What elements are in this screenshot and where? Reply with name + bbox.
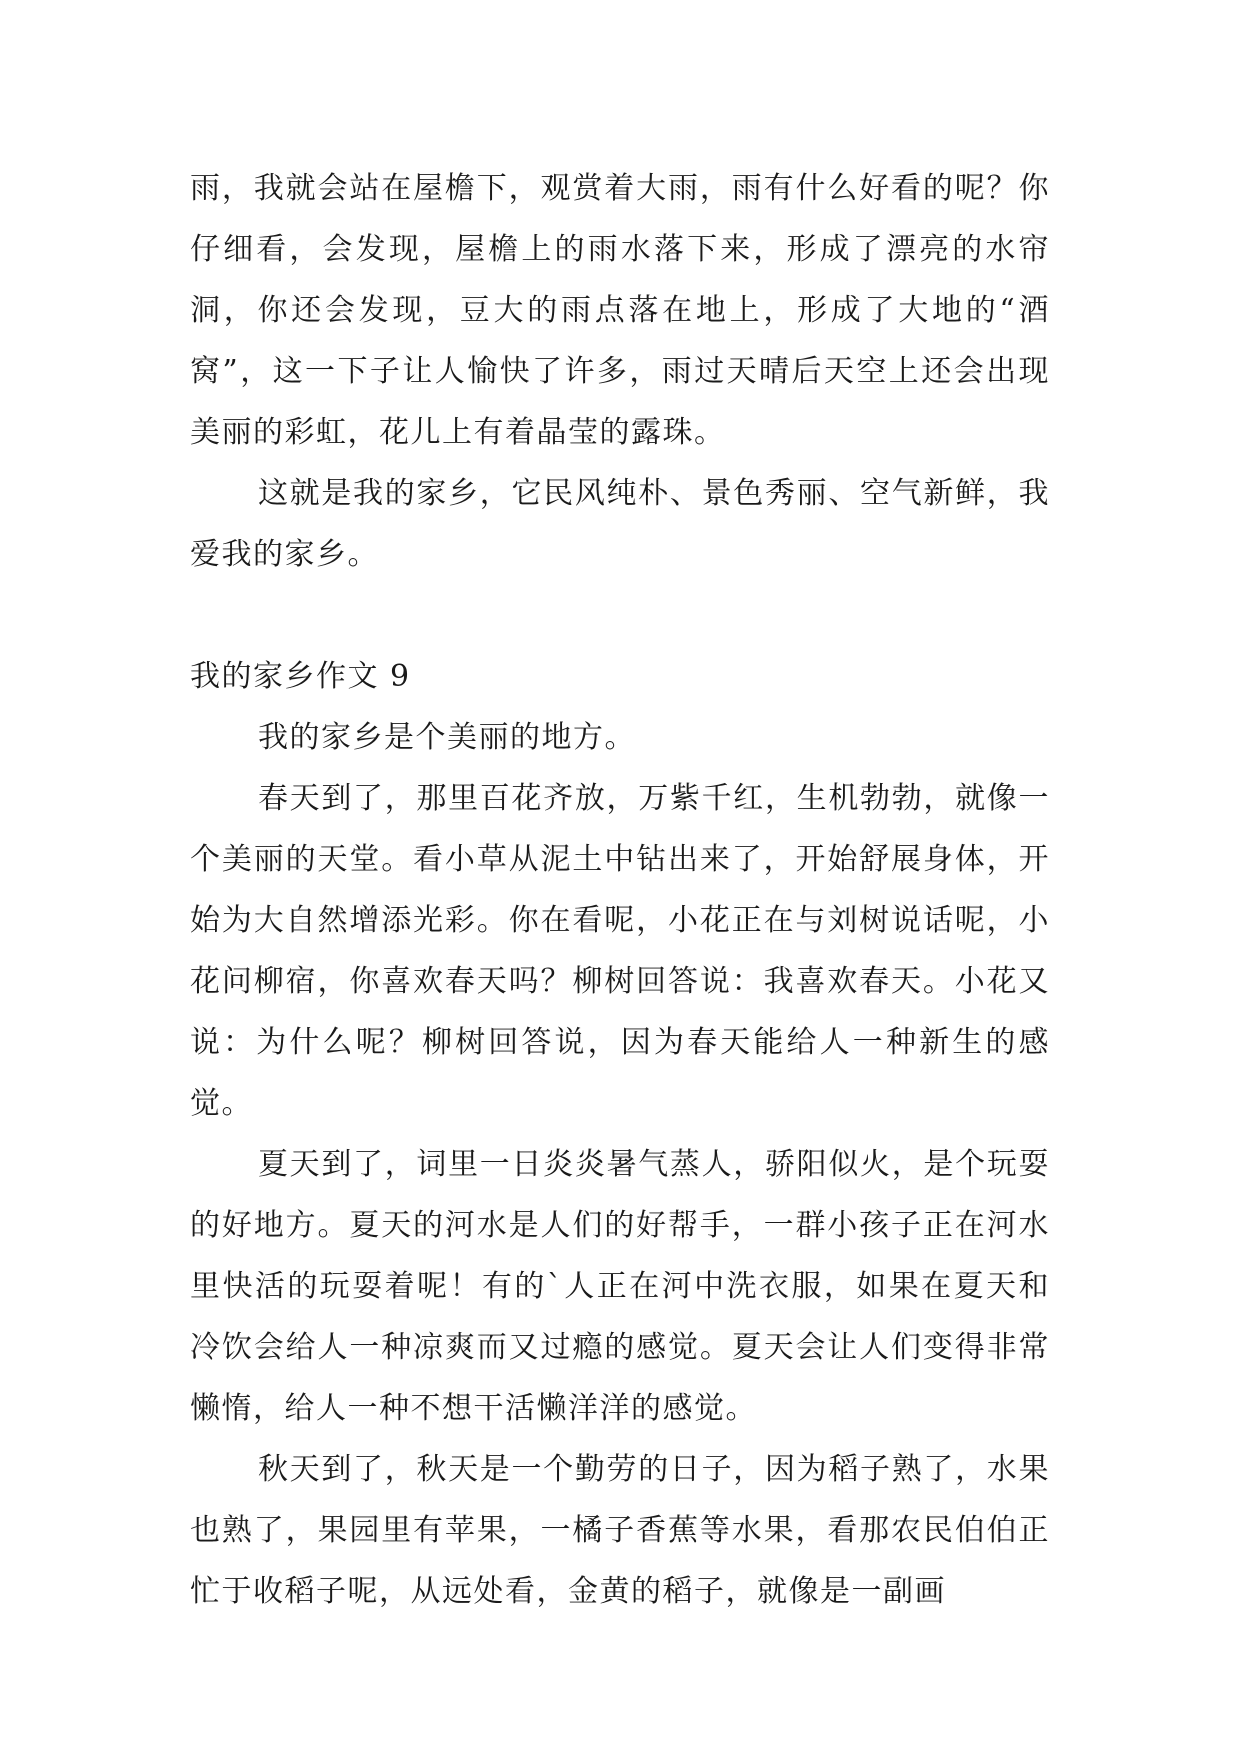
essay-title: 我的家乡作文 9 [190, 659, 411, 694]
essay-paragraph-autumn: 秋天到了，秋天是一个勤劳的日子，因为稻子熟了，水果也熟了，果园里有苹果，一橘子香蕉等水果，看那农民伯伯正忙于收稻子呢，从远处看，金黄的稻子，就像是一副画 [190, 1452, 1050, 1609]
conclusion-paragraph: 这就是我的家乡，它民风纯朴、景色秀丽、空气新鲜，我爱我的家乡。 [190, 476, 1050, 572]
essay-paragraph-spring: 春天到了，那里百花齐放，万紫千红，生机勃勃，就像一个美丽的天堂。看小草从泥土中钻出来了，开始舒展身体，开始为大自然增添光彩。你在看呢，小花正在与刘树说话呢，小花问柳宿，你喜欢春天吗？柳树回答说：我喜欢春天。小花又说：为什么呢？柳树回答说，因为春天能给人一种新生的感觉。 [190, 781, 1050, 1121]
continuation-paragraph: 雨，我就会站在屋檐下，观赏着大雨，雨有什么好看的呢？你仔细看，会发现，屋檐上的雨水落下来，形成了漂亮的水帘洞，你还会发现，豆大的雨点落在地上，形成了大地的“酒窝”，这一下子让人愉快了许多，雨过天晴后天空上还会出现美丽的彩虹，花儿上有着晶莹的露珠。 [190, 171, 1050, 450]
essay-paragraph-summer: 夏天到了，词里一日炎炎暑气蒸人，骄阳似火，是个玩耍的好地方。夏天的河水是人们的好帮手，一群小孩子正在河水里快活的玩耍着呢！有的`人正在河中洗衣服，如果在夏天和冷饮会给人一种凉爽而又过瘾的感觉。夏天会让人们变得非常懒惰，给人一种不想干活懒洋洋的感觉。 [190, 1147, 1050, 1426]
essay-paragraph-intro: 我的家乡是个美丽的地方。 [258, 720, 636, 755]
document-body [190, 158, 1050, 1622]
section-gap [190, 585, 1050, 646]
